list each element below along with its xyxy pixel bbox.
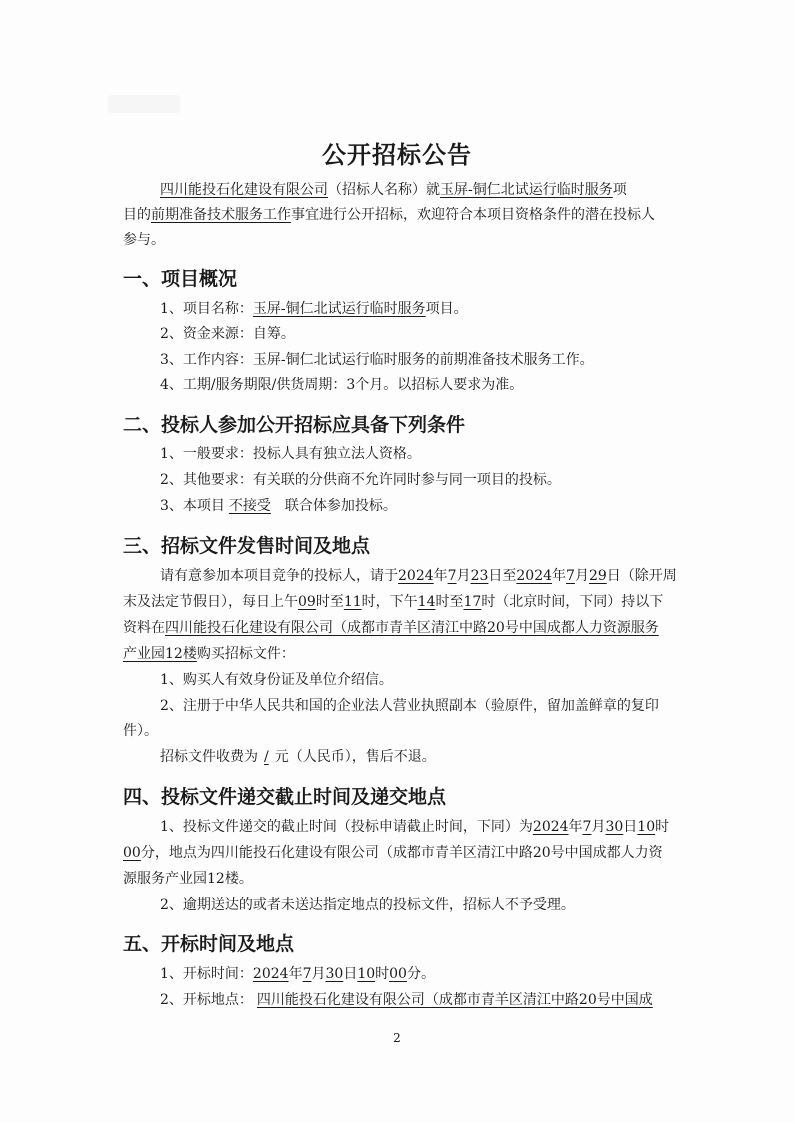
opening-location: 四川能投石化建设有限公司（成都市青羊区清江中路20号中国成 [256,992,653,1008]
para-text: 年 [552,568,567,584]
para-text: 时（北京时间，下同）持以下 [481,594,664,610]
date-day: 23 [470,568,489,584]
sale-location: 四川能投石化建设有限公司（成都市青羊区清江中路20号中国成都人力资源服务 [165,620,659,636]
para-text: 分，地点为四川能投石化建设有限公司（成都市青羊区清江中路20号中国成都人力资 [140,845,663,861]
s4-para-line-4: 2、逾期送达的或者未送达指定地点的投标文件，招标人不予受理。 [160,897,575,913]
item-text: 月 [311,966,326,982]
item-text: 时 [375,966,390,982]
date-day: 30 [605,819,624,835]
item-label: 2、开标地点： [160,992,253,1008]
fee-amount: / [264,749,269,765]
project-name: 玉屏-铜仁北试运行临时服务 [440,182,613,198]
date-month: 7 [582,819,592,835]
s3-item-2-cont: 件）。 [123,723,158,739]
date-day: 29 [588,568,607,584]
time-minute: 00 [123,845,141,861]
time-hour: 14 [417,594,436,610]
section-heading-4: 四、投标文件递交截止时间及递交地点 [123,786,447,808]
s3-para-line-3 [123,618,659,638]
item-label: 1、项目名称： [160,301,253,317]
intro-text: 项 [612,182,627,198]
intro-text: （招标人名称）就 [328,182,440,198]
intro-text: 事宜进行公开招标，欢迎符合本项目资格条件的潜在投标人 [291,207,655,223]
s4-para-line-1 [160,817,669,837]
section-heading-1: 一、项目概况 [123,268,238,290]
para-text: 招标文件收费为 [160,749,258,765]
item-text: 3、本项目 [160,498,225,514]
date-day: 30 [325,966,344,982]
para-text: 资料在 [123,620,165,636]
item-label: 1、开标时间： [160,966,253,982]
date-year: 2024 [252,966,289,982]
s4-para-line-3: 源服务产业园12楼。 [123,871,253,887]
para-text: 时至 [435,594,464,610]
para-text: 购买招标文件： [196,646,295,662]
s3-item-1: 1、购买人有效身份证及单位介绍信。 [160,672,393,688]
project-name: 玉屏-铜仁北试运行临时服务 [252,301,426,317]
para-text: 1、投标文件递交的截止时间（投标申请截止时间，下同）为 [160,819,533,835]
s2-item-3 [160,496,397,516]
sale-location: 产业园12楼 [123,646,197,662]
date-month: 7 [566,568,575,584]
page-title: 公开招标公告 [322,141,472,169]
s3-item-2: 2、注册于中华人民共和国的企业法人营业执照副本（验原件，留加盖鲜章的复印 [160,698,659,714]
s3-fee-line [160,747,436,767]
intro-line-3: 参与。 [123,232,165,248]
time-hour: 10 [637,819,656,835]
item-text: 分。 [406,966,435,982]
para-text: 月 [456,568,471,584]
s1-item-2: 2、资金来源：自筹。 [160,326,295,342]
s2-item-2: 2、其他要求：有关联的分供商不允许同时参与同一项目的投标。 [160,472,561,488]
para-text: 月 [574,568,589,584]
para-text: 月 [591,819,606,835]
s5-item-2 [160,990,653,1010]
item-text: 年 [288,966,303,982]
s3-para-line-4 [123,644,295,664]
s3-para-line-1 [160,566,677,586]
date-month: 7 [447,568,457,584]
para-text: 元（人民币），售后不退。 [274,749,436,765]
para-text: 日 [623,819,638,835]
consortium-status: 不接受 [228,498,271,514]
s3-para-line-2 [123,592,663,612]
para-text: 时至 [315,594,344,610]
time-hour: 09 [298,594,316,610]
date-year: 2024 [532,819,569,835]
s5-item-1 [160,964,435,984]
s1-item-3: 3、工作内容：玉屏-铜仁北试运行临时服务的前期准备技术服务工作。 [160,352,594,368]
item-text: 日 [343,966,358,982]
para-text: 年 [433,568,448,584]
page-number: 2 [393,1031,401,1045]
intro-line-2 [123,205,655,225]
para-text: 日至 [488,568,517,584]
intro-text: 目的 [123,207,151,223]
para-text: 末及法定节假日），每日上午 [123,594,298,610]
work-scope: 前期准备技术服务工作 [151,207,291,223]
para-text: 年 [568,819,583,835]
time-hour: 11 [343,594,362,610]
date-month: 7 [302,966,312,982]
item-text: 联合体参加投标。 [284,498,397,514]
para-text: 日（除开周 [606,568,677,584]
para-text: 时 [655,819,670,835]
section-heading-2: 二、投标人参加公开招标应具备下列条件 [123,414,466,436]
time-hour: 10 [357,966,376,982]
s1-item-4: 4、工期/服务期限/供货周期：3个月。以招标人要求为准。 [160,377,524,393]
date-year: 2024 [398,568,434,584]
para-text: 时，下午 [361,594,418,610]
s2-item-1: 1、一般要求：投标人具有独立法人资格。 [160,446,421,462]
tenderer-name: 四川能投石化建设有限公司 [160,182,328,198]
date-year: 2024 [516,568,553,584]
s4-para-line-2 [123,843,663,863]
section-heading-5: 五、开标时间及地点 [123,933,295,955]
item-text: 项目。 [425,301,468,317]
redaction-mark [108,95,180,113]
section-heading-3: 三、招标文件发售时间及地点 [123,535,371,557]
time-hour: 17 [463,594,482,610]
time-minute: 00 [389,966,407,982]
para-text: 请有意参加本项目竞争的投标人，请于 [160,568,398,584]
s1-item-1 [160,299,468,319]
intro-line-1 [160,180,627,200]
